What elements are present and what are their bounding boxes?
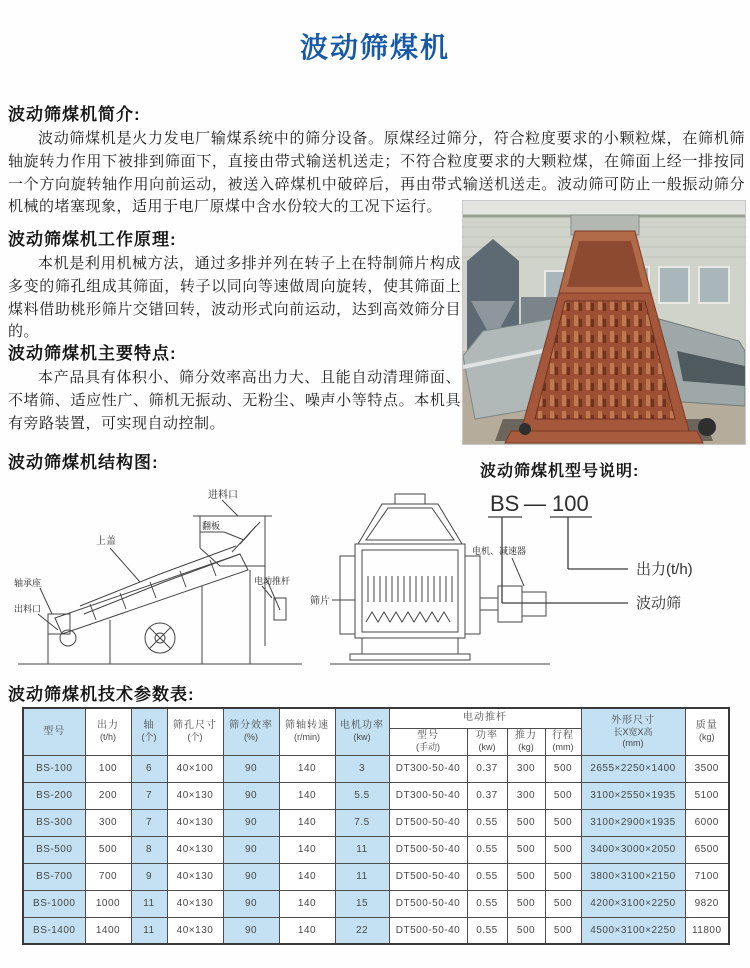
col-unit: (个) — [187, 732, 203, 743]
label-sieve-plate: 筛片 — [310, 596, 330, 607]
param-cell: 140 — [279, 836, 335, 863]
param-cell: 0.55 — [467, 836, 507, 863]
table-row — [23, 836, 729, 863]
param-cell: BS-700 — [23, 863, 85, 890]
param-cell: 7 — [131, 809, 167, 836]
param-cell: 200 — [85, 782, 131, 809]
col-label: 筛孔尺寸 — [173, 720, 217, 732]
structure-drawings — [10, 486, 555, 686]
col-label: 功率 — [476, 730, 498, 742]
param-cell: 500 — [507, 917, 545, 944]
param-cell: 7.5 — [335, 809, 389, 836]
param-cell: 15 — [335, 890, 389, 917]
col-label: 质量 — [695, 720, 718, 732]
drawing-end-view — [310, 494, 550, 664]
col-unit: (kg) — [699, 732, 715, 743]
params-table — [22, 707, 730, 945]
param-cell: 500 — [545, 836, 581, 863]
label-push-rod: 电动推杆 — [254, 576, 291, 586]
structure-heading: 波动筛煤机结构图: — [8, 453, 159, 472]
table-row — [23, 863, 729, 890]
param-cell: BS-1400 — [23, 917, 85, 944]
col-unit: (r/min) — [294, 732, 320, 743]
product-photo-art — [463, 201, 745, 444]
table-row — [23, 917, 729, 944]
label-bearing-seat: 轴承座 — [14, 578, 42, 588]
param-cell: 0.55 — [467, 917, 507, 944]
param-cell: DT500-50-40 — [389, 836, 467, 863]
col-header-output — [85, 708, 131, 755]
param-cell: 3500 — [685, 755, 729, 782]
param-cell: BS-200 — [23, 782, 85, 809]
param-cell: 300 — [507, 782, 545, 809]
principle-body: 本机是利用机械方法，通过多排并列在转子上在特制筛片构成多变的筛孔组成其筛面，转子以同向等速做周向旋转，使其筛面上煤料借助桃形筛片交错回转，波动形式向前运动，达到高效筛分目的。 — [8, 255, 461, 341]
section-features — [8, 339, 461, 435]
param-cell: 500 — [507, 836, 545, 863]
col-header-dimensions — [581, 708, 685, 755]
params-heading: 波动筛煤机技术参数表: — [8, 685, 195, 704]
col-label: 行程 — [552, 730, 574, 742]
col-unit: (%) — [244, 732, 258, 743]
col-label: 轴 — [143, 720, 155, 732]
param-cell: 90 — [223, 917, 279, 944]
param-cell: 140 — [279, 917, 335, 944]
principle-heading: 波动筛煤机工作原理: — [8, 230, 177, 249]
param-cell: 0.55 — [467, 809, 507, 836]
col-label: 型号 — [417, 730, 439, 742]
param-cell: 1000 — [85, 890, 131, 917]
param-cell: 40×130 — [167, 890, 223, 917]
param-cell: 40×130 — [167, 782, 223, 809]
param-cell: 140 — [279, 809, 335, 836]
param-cell: 140 — [279, 863, 335, 890]
col-header-efficiency — [223, 708, 279, 755]
col-label: 推力 — [515, 730, 537, 742]
param-cell: 2655×2250×1400 — [581, 755, 685, 782]
model-callout-series: 波动筛 — [636, 595, 682, 612]
param-cell: 90 — [223, 755, 279, 782]
param-cell: 140 — [279, 782, 335, 809]
col-label: 出力 — [97, 720, 119, 732]
param-cell: BS-1000 — [23, 890, 85, 917]
col-unit: (个) — [141, 732, 157, 743]
col-header-rod-power — [467, 728, 507, 755]
label-top-cover: 上盖 — [96, 536, 116, 547]
model-callout-output: 出力(t/h) — [636, 561, 693, 578]
label-motor-reducer: 电机、减速器 — [472, 546, 527, 556]
col-unit: (t/h) — [99, 732, 116, 743]
param-cell: 500 — [545, 755, 581, 782]
col-header-rod-stroke — [545, 728, 581, 755]
param-cell: 40×130 — [167, 809, 223, 836]
param-cell: 500 — [545, 863, 581, 890]
features-body: 本产品具有体积小、筛分效率高出力大、且能自动清理筛面、不堵筛、适应性广、筛机无振动、无粉尘、噪声小等特点。本机具有旁路装置，可实现自动控制。 — [8, 369, 461, 432]
param-cell: DT500-50-40 — [389, 809, 467, 836]
param-cell: DT500-50-40 — [389, 890, 467, 917]
param-cell: 500 — [545, 890, 581, 917]
param-cell: 3800×3100×2150 — [581, 863, 685, 890]
param-cell: 0.55 — [467, 890, 507, 917]
col-label: 外形尺寸 — [611, 714, 655, 726]
param-cell: DT300-50-40 — [389, 782, 467, 809]
drawing-side-view — [14, 488, 302, 664]
col-label: 型号 — [43, 725, 66, 737]
table-row — [23, 890, 729, 917]
intro-body: 波动筛煤机是火力发电厂输煤系统中的筛分设备。原煤经过筛分，符合粒度要求的小颗粒煤，在筛机筛轴旋转力作用下被排到筛面下，直接由带式输送机送走；不符合粒度要求的大颗粒煤，在筛面上经一排按同一个方向旋转轴作用向前运动，被送入碎煤机中破碎后，再由带式输送机送走。波动筛可防止一般振动筛分机械的堵塞现象，适用于电厂原煤中含水份较大的工况下运行。 — [8, 130, 745, 216]
param-cell: 11 — [131, 917, 167, 944]
col-unit: (kw) — [353, 732, 371, 743]
table-row — [23, 755, 729, 782]
param-cell: 1400 — [85, 917, 131, 944]
param-cell: 3100×2900×1935 — [581, 809, 685, 836]
param-cell: 40×100 — [167, 755, 223, 782]
param-cell: 9 — [131, 863, 167, 890]
table-row — [23, 782, 729, 809]
param-cell: DT300-50-40 — [389, 755, 467, 782]
param-cell: BS-500 — [23, 836, 85, 863]
param-cell: 500 — [545, 809, 581, 836]
model-code-dash: — — [524, 491, 546, 516]
param-cell: 300 — [507, 755, 545, 782]
model-code-number: 100 — [552, 491, 589, 516]
col-header-motor-power — [335, 708, 389, 755]
col-header-model — [23, 708, 85, 755]
param-cell: 11 — [131, 890, 167, 917]
col-header-hole-size — [167, 708, 223, 755]
param-cell: 90 — [223, 809, 279, 836]
param-cell: BS-300 — [23, 809, 85, 836]
section-principle — [8, 225, 461, 344]
col-unit: (kg) — [518, 742, 534, 753]
param-cell: 300 — [85, 809, 131, 836]
table-row — [23, 809, 729, 836]
param-cell: 40×130 — [167, 836, 223, 863]
param-cell: 90 — [223, 863, 279, 890]
param-cell: 0.37 — [467, 755, 507, 782]
param-cell: 500 — [545, 917, 581, 944]
col-header-rod-thrust — [507, 728, 545, 755]
params-table-body — [23, 755, 729, 944]
param-cell: 22 — [335, 917, 389, 944]
col-sub: 长X宽X高 — [613, 726, 653, 737]
col-unit: (kw) — [478, 742, 496, 753]
param-cell: 0.55 — [467, 863, 507, 890]
col-unit: (mm) — [622, 737, 644, 748]
param-cell: 500 — [507, 809, 545, 836]
param-cell: 140 — [279, 890, 335, 917]
param-cell: 500 — [85, 836, 131, 863]
col-header-mass — [685, 708, 729, 755]
param-cell: 8 — [131, 836, 167, 863]
model-code-prefix: BS — [490, 491, 520, 516]
col-label: 筛轴转速 — [285, 720, 329, 732]
page-title: 波动筛煤机 — [299, 32, 450, 63]
param-cell: BS-100 — [23, 755, 85, 782]
param-cell: 4500×3100×2250 — [581, 917, 685, 944]
param-cell: 3400×3000×2050 — [581, 836, 685, 863]
model-info-heading: 波动筛煤机型号说明: — [480, 463, 640, 480]
intro-heading: 波动筛煤机简介: — [8, 105, 141, 124]
param-cell: 3100×2550×1935 — [581, 782, 685, 809]
param-cell: 500 — [507, 890, 545, 917]
features-heading: 波动筛煤机主要特点: — [8, 344, 177, 363]
param-cell: 3 — [335, 755, 389, 782]
param-cell: 7 — [131, 782, 167, 809]
param-cell: 90 — [223, 890, 279, 917]
col-unit: (mm) — [552, 742, 574, 753]
param-cell: 5100 — [685, 782, 729, 809]
param-cell: 40×130 — [167, 863, 223, 890]
param-cell: 40×130 — [167, 917, 223, 944]
param-cell: 11800 — [685, 917, 729, 944]
param-cell: 5.5 — [335, 782, 389, 809]
product-photo — [462, 200, 746, 445]
param-cell: 6500 — [685, 836, 729, 863]
label-discharge-outlet: 出料口 — [14, 604, 42, 614]
col-label: 筛分效率 — [229, 720, 273, 732]
param-cell: 100 — [85, 755, 131, 782]
param-cell: 140 — [279, 755, 335, 782]
param-cell: 6 — [131, 755, 167, 782]
param-cell: 11 — [335, 863, 389, 890]
col-header-rod-model — [389, 728, 467, 755]
param-cell: 7100 — [685, 863, 729, 890]
param-cell: 500 — [545, 782, 581, 809]
param-cell: 700 — [85, 863, 131, 890]
param-cell: DT500-50-40 — [389, 917, 467, 944]
col-label: 电机功率 — [340, 720, 384, 732]
param-cell: 0.37 — [467, 782, 507, 809]
param-cell: DT500-50-40 — [389, 863, 467, 890]
col-unit: (手动) — [416, 742, 440, 753]
param-cell: 500 — [507, 863, 545, 890]
col-header-speed — [279, 708, 335, 755]
param-cell: 90 — [223, 782, 279, 809]
label-feed-inlet: 进料口 — [208, 490, 238, 501]
param-cell: 6000 — [685, 809, 729, 836]
label-flap: 翻板 — [202, 521, 221, 531]
param-cell: 90 — [223, 836, 279, 863]
param-cell: 9820 — [685, 890, 729, 917]
group-header-push-rod: 电动推杆 — [389, 708, 581, 728]
param-cell: 11 — [335, 836, 389, 863]
param-cell: 4200×3100×2250 — [581, 890, 685, 917]
col-header-shafts — [131, 708, 167, 755]
